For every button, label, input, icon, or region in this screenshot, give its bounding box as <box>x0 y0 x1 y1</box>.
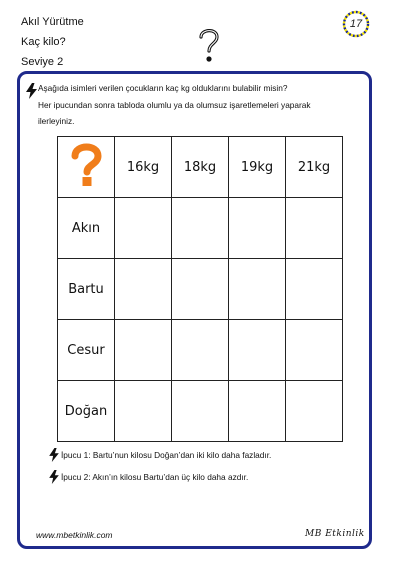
grid-corner <box>58 137 115 198</box>
grid-cell[interactable] <box>115 198 172 259</box>
question-mark-icon <box>69 141 103 189</box>
worksheet-level: Seviye 2 <box>21 56 64 68</box>
page-number-badge <box>342 10 370 38</box>
grid-cell[interactable] <box>115 381 172 442</box>
row-header-bartu: Bartu <box>58 259 115 320</box>
worksheet-subtitle: Kaç kilo? <box>21 36 66 48</box>
grid-cell[interactable] <box>172 320 229 381</box>
instruction-line-2: Her ipucundan sonra tabloda olumlu ya da olumsuz işaretlemeleri yaparak <box>38 100 311 110</box>
column-header-19kg: 19kg <box>229 137 286 198</box>
instruction-line-1: Aşağıda isimleri verilen çocukların kaç kg olduklarını bulabilir misin? <box>38 83 288 93</box>
table-row <box>58 381 343 442</box>
footer-brand: MB Etkinlik <box>305 529 365 539</box>
grid-cell[interactable] <box>172 381 229 442</box>
grid-cell[interactable] <box>229 381 286 442</box>
grid-cell[interactable] <box>115 320 172 381</box>
row-header-dogan: Doğan <box>58 381 115 442</box>
lightning-bolt-icon <box>26 83 37 99</box>
hint-1: İpucu 1: Bartu’nun kilosu Doğan’dan iki kilo daha fazladır. <box>61 450 272 460</box>
grid-cell[interactable] <box>229 198 286 259</box>
grid-cell[interactable] <box>229 259 286 320</box>
worksheet-title: Akıl Yürütme <box>21 16 84 28</box>
logic-grid <box>57 136 343 442</box>
column-header-21kg: 21kg <box>286 137 343 198</box>
page-number: 17 <box>349 18 363 30</box>
grid-cell[interactable] <box>286 381 343 442</box>
grid-cell[interactable] <box>172 198 229 259</box>
row-header-akin: Akın <box>58 198 115 259</box>
question-mark-icon <box>196 26 222 66</box>
grid-cell[interactable] <box>286 320 343 381</box>
lightning-bolt-icon <box>49 448 59 462</box>
table-row <box>58 198 343 259</box>
column-header-18kg: 18kg <box>172 137 229 198</box>
table-row <box>58 320 343 381</box>
table-row <box>58 259 343 320</box>
column-header-16kg: 16kg <box>115 137 172 198</box>
grid-cell[interactable] <box>286 259 343 320</box>
grid-cell[interactable] <box>286 198 343 259</box>
grid-cell[interactable] <box>172 259 229 320</box>
lightning-bolt-icon <box>49 470 59 484</box>
footer-url: www.mbetkinlik.com <box>36 530 113 540</box>
grid-cell[interactable] <box>229 320 286 381</box>
grid-cell[interactable] <box>115 259 172 320</box>
grid-header-row <box>58 137 343 198</box>
instruction-line-3: ilerleyiniz. <box>38 116 75 126</box>
row-header-cesur: Cesur <box>58 320 115 381</box>
hint-2: İpucu 2: Akın’ın kilosu Bartu’dan üç kilo daha azdır. <box>61 472 249 482</box>
